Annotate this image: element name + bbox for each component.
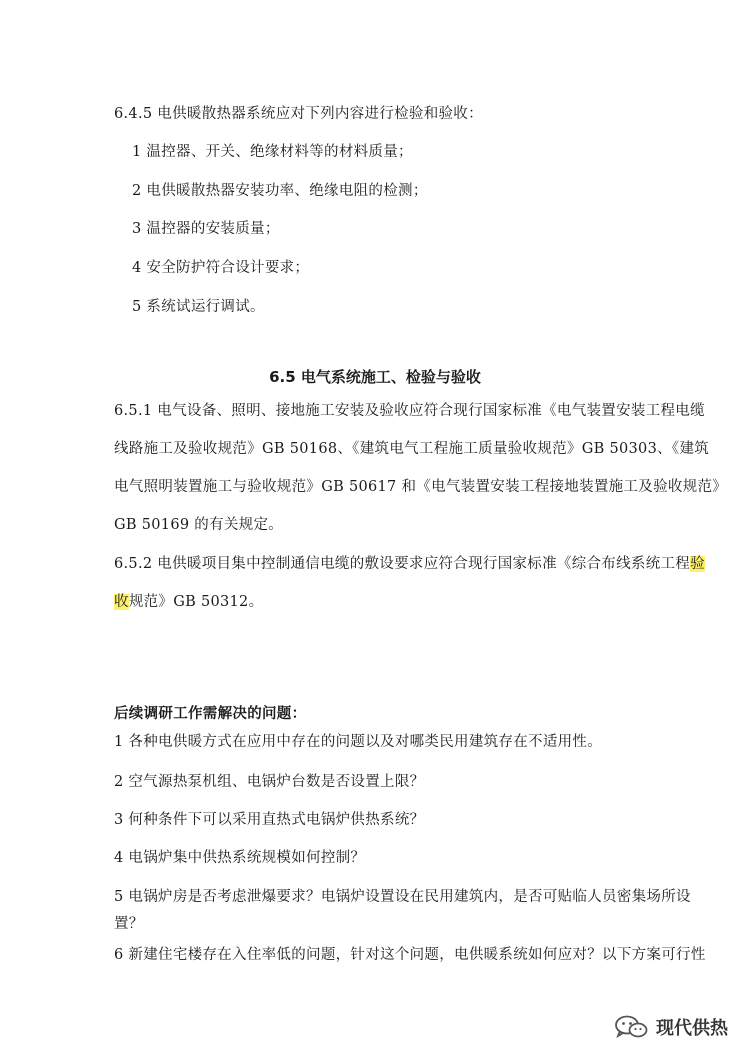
section-645-item-5: 5 系统试运行调试。 xyxy=(132,299,265,315)
highlighted-text: 收 xyxy=(114,594,129,610)
para-651-line-1: 6.5.1 电气设备、照明、接地施工安装及验收应符合现行国家标准《电气装置安装工程电缆 xyxy=(114,403,705,419)
followup-item-5-cont: 置？ xyxy=(114,916,144,932)
followup-item-3: 3 何种条件下可以采用直热式电锅炉供热系统？ xyxy=(114,812,425,828)
followup-item-6: 6 新建住宅楼存在入住率低的问题，针对这个问题，电供暖系统如何应对？以下方案可行性 xyxy=(114,947,706,963)
highlighted-text: 验 xyxy=(690,556,705,572)
para-652-text: 规范》GB 50312。 xyxy=(128,594,264,610)
wechat-watermark xyxy=(614,1014,728,1040)
para-651-line-2: 线路施工及验收规范》GB 50168、《建筑电气工程施工质量验收规范》GB 50303、《建筑 xyxy=(114,441,710,457)
para-652-line-2 xyxy=(114,592,263,612)
followup-item-2: 2 空气源热泵机组、电锅炉台数是否设置上限？ xyxy=(114,774,425,790)
section-645-item-1: 1 温控器、开关、绝缘材料等的材料质量； xyxy=(132,144,413,160)
followup-item-4: 4 电锅炉集中供热系统规模如何控制？ xyxy=(114,850,366,866)
followup-item-1: 1 各种电供暖方式在应用中存在的问题以及对哪类民用建筑存在不适用性。 xyxy=(114,734,603,750)
section-65-heading: 6.5 电气系统施工、检验与验收 xyxy=(269,368,481,386)
para-652-line-1 xyxy=(114,554,705,574)
section-645-title: 6.4.5 电供暖散热器系统应对下列内容进行检验和验收： xyxy=(114,106,483,122)
watermark-text: 现代供热 xyxy=(656,1018,728,1039)
para-651-line-3: 电气照明装置施工与验收规范》GB 50617 和《电气装置安装工程接地装置施工及验收规范》 xyxy=(114,479,728,495)
followup-item-5: 5 电锅炉房是否考虑泄爆要求？电锅炉设置设在民用建筑内，是否可贴临人员密集场所设 xyxy=(114,889,691,905)
section-645-item-3: 3 温控器的安装质量； xyxy=(132,221,280,237)
para-651-line-4: GB 50169 的有关规定。 xyxy=(114,517,284,533)
followup-title: 后续调研工作需解决的问题： xyxy=(114,706,307,722)
section-645-item-4: 4 安全防护符合设计要求； xyxy=(132,260,310,276)
para-652-text: 6.5.2 电供暖项目集中控制通信电缆的敷设要求应符合现行国家标准《综合布线系统工程 xyxy=(114,556,691,572)
wechat-icon xyxy=(614,1014,648,1040)
section-645-item-2: 2 电供暖散热器安装功率、绝缘电阻的检测； xyxy=(132,183,428,199)
